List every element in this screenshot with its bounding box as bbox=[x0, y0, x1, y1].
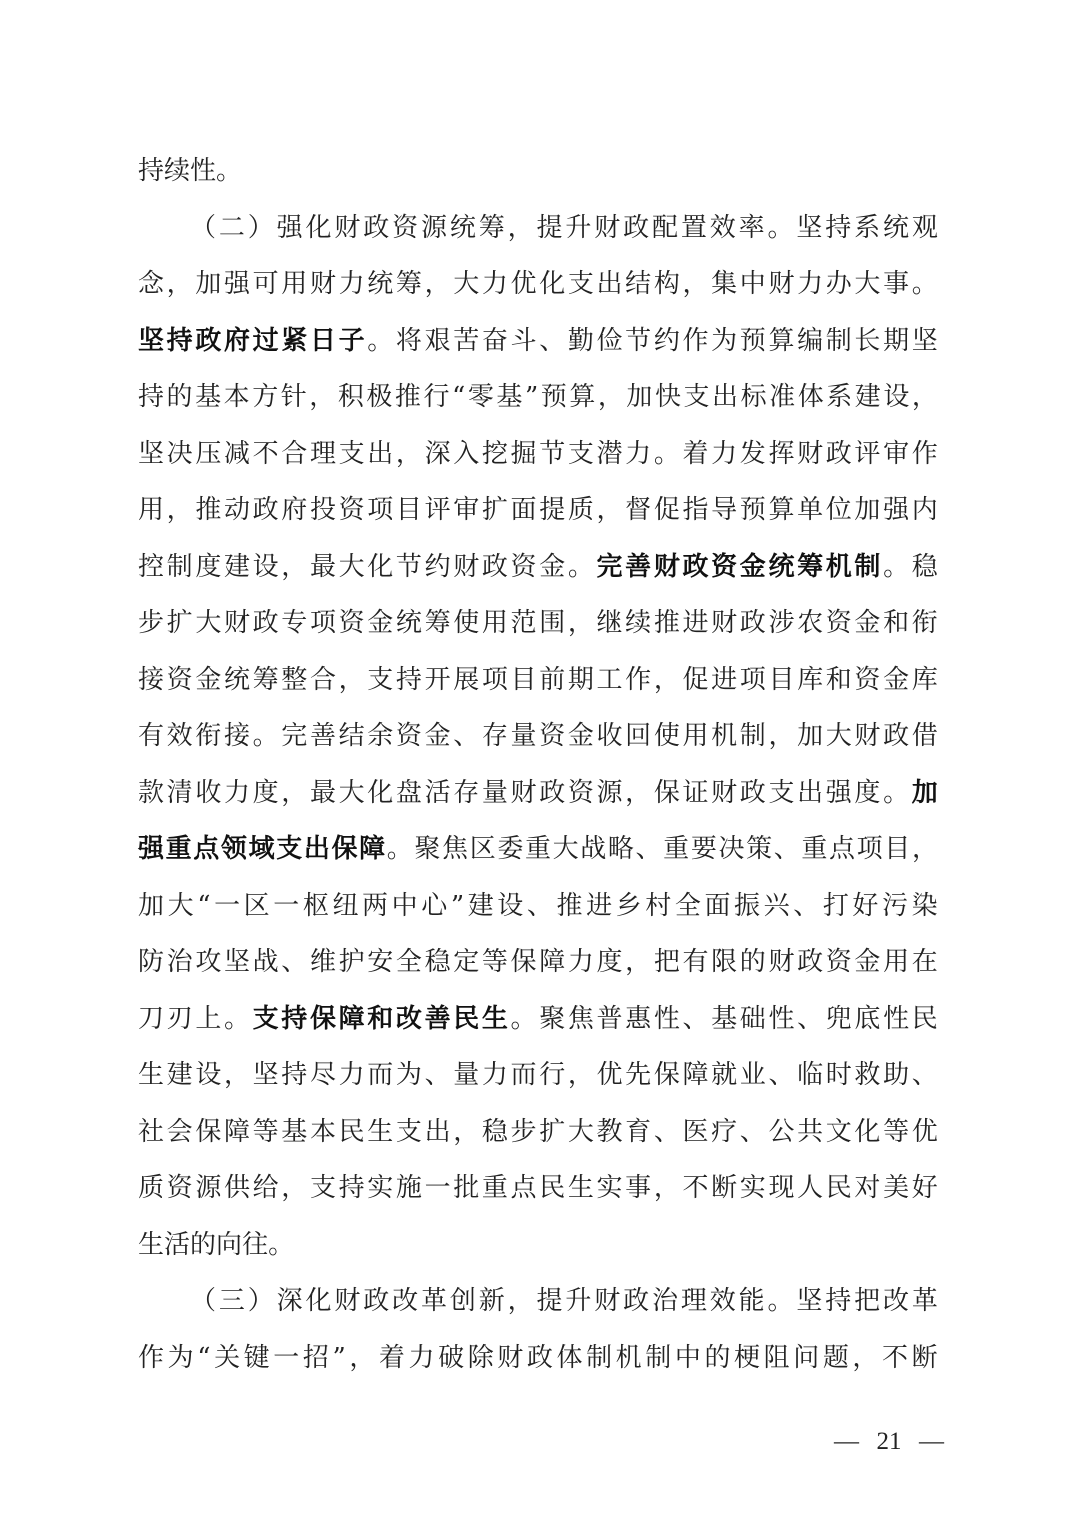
paragraph-p1 bbox=[138, 143, 938, 200]
text-line: 念 ， 加 强 可 用 财 力 统 筹 ， 大 力 优 化 支 出 结 构 ， 集 中 财 力 办 大 事 。 bbox=[138, 269, 938, 299]
paragraph-p2 bbox=[138, 200, 938, 1274]
text-line: 款 清 收 力 度 ， 最 大 化 盘 活 存 量 财 政 资 源 ， 保 证 财 政 支 出 强 度 。 加 bbox=[138, 777, 938, 808]
text-line: 质 资 源 供 给 ， 支 持 实 施 一 批 重 点 民 生 实 事 ， 不 断 实 现 人 民 对 美 好 bbox=[138, 1173, 938, 1203]
page-footer bbox=[834, 1422, 944, 1462]
text-line: 生 活 的 向 往 。 bbox=[138, 1229, 295, 1260]
text-line: 生 建 设 ， 坚 持 尽 力 而 为 、 量 力 而 行 ， 优 先 保 障 就 业 、 临 时 救 助 、 bbox=[138, 1060, 938, 1090]
text-line: 持 续 性 。 bbox=[138, 156, 243, 186]
text-line: （ 三 ） 深 化 财 政 改 革 创 新 ， 提 升 财 政 治 理 效 能 。 坚 持 把 改 革 bbox=[190, 1286, 938, 1316]
text-line: （ 二 ） 强 化 财 政 资 源 统 筹 ， 提 升 财 政 配 置 效 率 。 坚 持 系 统 观 bbox=[190, 212, 938, 243]
text-line: 控 制 度 建 设 ， 最 大 化 节 约 财 政 资 金 。 完 善 财 政 资 金 统 筹 机 制 。 稳 bbox=[138, 551, 938, 582]
text-line: 持 的 基 本 方 针 ， 积 极 推 行 “ 零 基 ” 预 算 ， 加 快 支 出 标 准 体 系 建 设 ， bbox=[138, 382, 938, 412]
footer-dash-right: — bbox=[919, 1428, 944, 1455]
footer-dash-left: — bbox=[834, 1428, 859, 1455]
text-line: 有 效 衔 接 。 完 善 结 余 资 金 、 存 量 资 金 收 回 使 用 机 制 ， 加 大 财 政 借 bbox=[138, 721, 938, 751]
text-line: 坚 持 政 府 过 紧 日 子 。 将 艰 苦 奋 斗 、 勤 俭 节 约 作 为 预 算 编 制 长 期 坚 bbox=[138, 325, 938, 356]
text-line: 作 为 “ 关 键 一 招 ” ， 着 力 破 除 财 政 体 制 机 制 中 的 梗 阻 问 题 ， 不 断 bbox=[138, 1342, 938, 1373]
text-line: 防 治 攻 坚 战 、 维 护 安 全 稳 定 等 保 障 力 度 ， 把 有 限 的 财 政 资 金 用 在 bbox=[138, 947, 938, 977]
text-line: 加 大 “ 一 区 一 枢 纽 两 中 心 ” 建 设 、 推 进 乡 村 全 面 振 兴 、 打 好 污 染 bbox=[138, 890, 938, 921]
text-line: 接 资 金 统 筹 整 合 ， 支 持 开 展 项 目 前 期 工 作 ， 促 进 项 目 库 和 资 金 库 bbox=[138, 664, 938, 695]
body-text bbox=[138, 143, 938, 1386]
text-line: 刀 刃 上 。 支 持 保 障 和 改 善 民 生 。 聚 焦 普 惠 性 、 基 础 性 、 兜 底 性 民 bbox=[138, 1003, 938, 1034]
text-line: 社 会 保 障 等 基 本 民 生 支 出 ， 稳 步 扩 大 教 育 、 医 疗 、 公 共 文 化 等 优 bbox=[138, 1116, 938, 1147]
text-line: 用 ， 推 动 政 府 投 资 项 目 评 审 扩 面 提 质 ， 督 促 指 导 预 算 单 位 加 强 内 bbox=[138, 495, 938, 525]
text-line: 强 重 点 领 域 支 出 保 障 。 聚 焦 区 委 重 大 战 略 、 重 要 决 策 、 重 点 项 目 ， bbox=[138, 834, 938, 864]
text-line: 坚 决 压 减 不 合 理 支 出 ， 深 入 挖 掘 节 支 潜 力 。 着 力 发 挥 财 政 评 审 作 bbox=[138, 438, 938, 469]
paragraph-p3 bbox=[138, 1273, 938, 1386]
page-number: 21 bbox=[876, 1428, 902, 1455]
text-line: 步 扩 大 财 政 专 项 资 金 统 筹 使 用 范 围 ， 继 续 推 进 财 政 涉 农 资 金 和 衔 bbox=[138, 608, 938, 638]
